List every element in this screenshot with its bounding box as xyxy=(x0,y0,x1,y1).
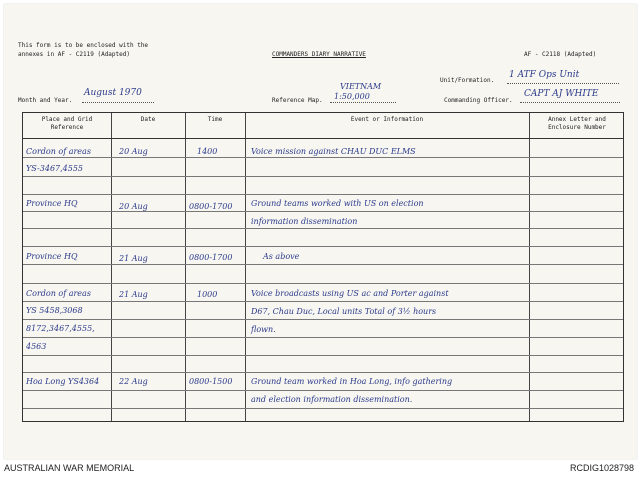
entry-place-line: Province HQ xyxy=(26,252,78,261)
col-divider xyxy=(245,113,246,421)
entry-event-line: information dissemination xyxy=(251,217,358,226)
header-rule xyxy=(23,138,623,139)
entry-place-line: Cordon of areas xyxy=(26,147,91,156)
col-divider xyxy=(111,113,112,421)
page-title: COMMANDERS DIARY NARRATIVE xyxy=(272,51,366,58)
co-value: CAPT AJ WHITE xyxy=(524,89,599,99)
header-date: Date xyxy=(140,116,156,123)
ref-map-value: 1:50,000 xyxy=(334,92,370,101)
header-time: Time xyxy=(207,116,223,123)
entry-event-line: D67, Chau Duc, Local units Total of 3½ hours xyxy=(251,307,437,316)
entry-place-line: Cordon of areas xyxy=(26,289,91,298)
entry-event-line: Ground team worked in Hoa Long, info gathering xyxy=(251,377,453,386)
entry-time: 0800-1700 xyxy=(189,202,233,211)
row-rule xyxy=(23,355,623,356)
form-id: AF - C2118 (Adapted) xyxy=(524,51,597,58)
entry-event-line: Ground teams worked with US on election xyxy=(251,199,424,208)
entry-time: 0800-1700 xyxy=(189,253,233,262)
form-note-line2: annexes in AF - C2119 (Adapted) xyxy=(18,51,130,58)
row-rule xyxy=(23,194,623,195)
entry-event-line: As above xyxy=(263,252,300,261)
form-note-line1: This form is to be enclosed with the xyxy=(18,42,149,49)
header-place: Place and Grid Reference xyxy=(41,116,93,131)
row-rule xyxy=(23,372,623,373)
header-event: Event or Information xyxy=(350,116,424,123)
entry-place-line: 4563 xyxy=(26,342,47,351)
footer-institution: AUSTRALIAN WAR MEMORIAL xyxy=(4,463,135,473)
entry-place-line: 8172,3467,4555, xyxy=(26,324,95,333)
entry-place-line: Hoa Long YS4364 xyxy=(26,377,100,386)
entry-time: 0800-1500 xyxy=(189,377,233,386)
row-rule xyxy=(23,264,623,265)
row-rule xyxy=(23,408,623,409)
row-rule xyxy=(23,228,623,229)
ref-map-value-top: VIETNAM xyxy=(340,82,382,91)
entry-event-line: flown. xyxy=(251,325,276,334)
row-rule xyxy=(23,246,623,247)
entry-date: 21 Aug xyxy=(119,254,148,263)
entry-place-line: YS 5458,3068 xyxy=(26,306,83,315)
co-label: Commanding Officer. xyxy=(444,97,513,104)
row-rule xyxy=(23,301,623,302)
month-value: August 1970 xyxy=(84,88,142,98)
entry-date: 21 Aug xyxy=(119,290,148,299)
co-underline xyxy=(520,102,620,103)
month-label: Month and Year. xyxy=(18,97,73,104)
entry-date: 20 Aug xyxy=(119,147,148,156)
entry-event-line: Voice broadcasts using US ac and Porter against xyxy=(251,289,449,298)
col-divider xyxy=(529,113,530,421)
entry-time: 1000 xyxy=(197,290,218,299)
row-rule xyxy=(23,176,623,177)
row-rule xyxy=(23,283,623,284)
row-rule xyxy=(23,390,623,391)
ref-map-label: Reference Map. xyxy=(272,97,323,104)
unit-value: 1 ATF Ops Unit xyxy=(509,70,580,80)
footer-record-id: RCDIG1028798 xyxy=(569,463,634,473)
col-divider xyxy=(185,113,186,421)
entry-place-line: Province HQ xyxy=(26,199,78,208)
row-rule xyxy=(23,337,623,338)
row-rule xyxy=(23,211,623,212)
unit-label: Unit/Formation. xyxy=(440,77,495,84)
entry-event-line: Voice mission against CHAU DUC ELMS xyxy=(251,147,416,156)
entry-date: 22 Aug xyxy=(119,377,148,386)
entry-date: 20 Aug xyxy=(119,202,148,211)
diary-sheet xyxy=(4,4,637,459)
header-annex: Annex Letter and Enclosure Number xyxy=(548,116,606,131)
entry-time: 1400 xyxy=(197,147,218,156)
entry-place-line: YS-3467,4555 xyxy=(26,164,84,173)
row-rule xyxy=(23,157,623,158)
unit-underline xyxy=(507,83,619,84)
month-underline xyxy=(82,102,154,103)
ref-map-underline xyxy=(330,102,396,103)
entry-event-line: and election information dissemination. xyxy=(251,395,413,404)
narrative-table xyxy=(22,112,624,422)
row-rule xyxy=(23,319,623,320)
